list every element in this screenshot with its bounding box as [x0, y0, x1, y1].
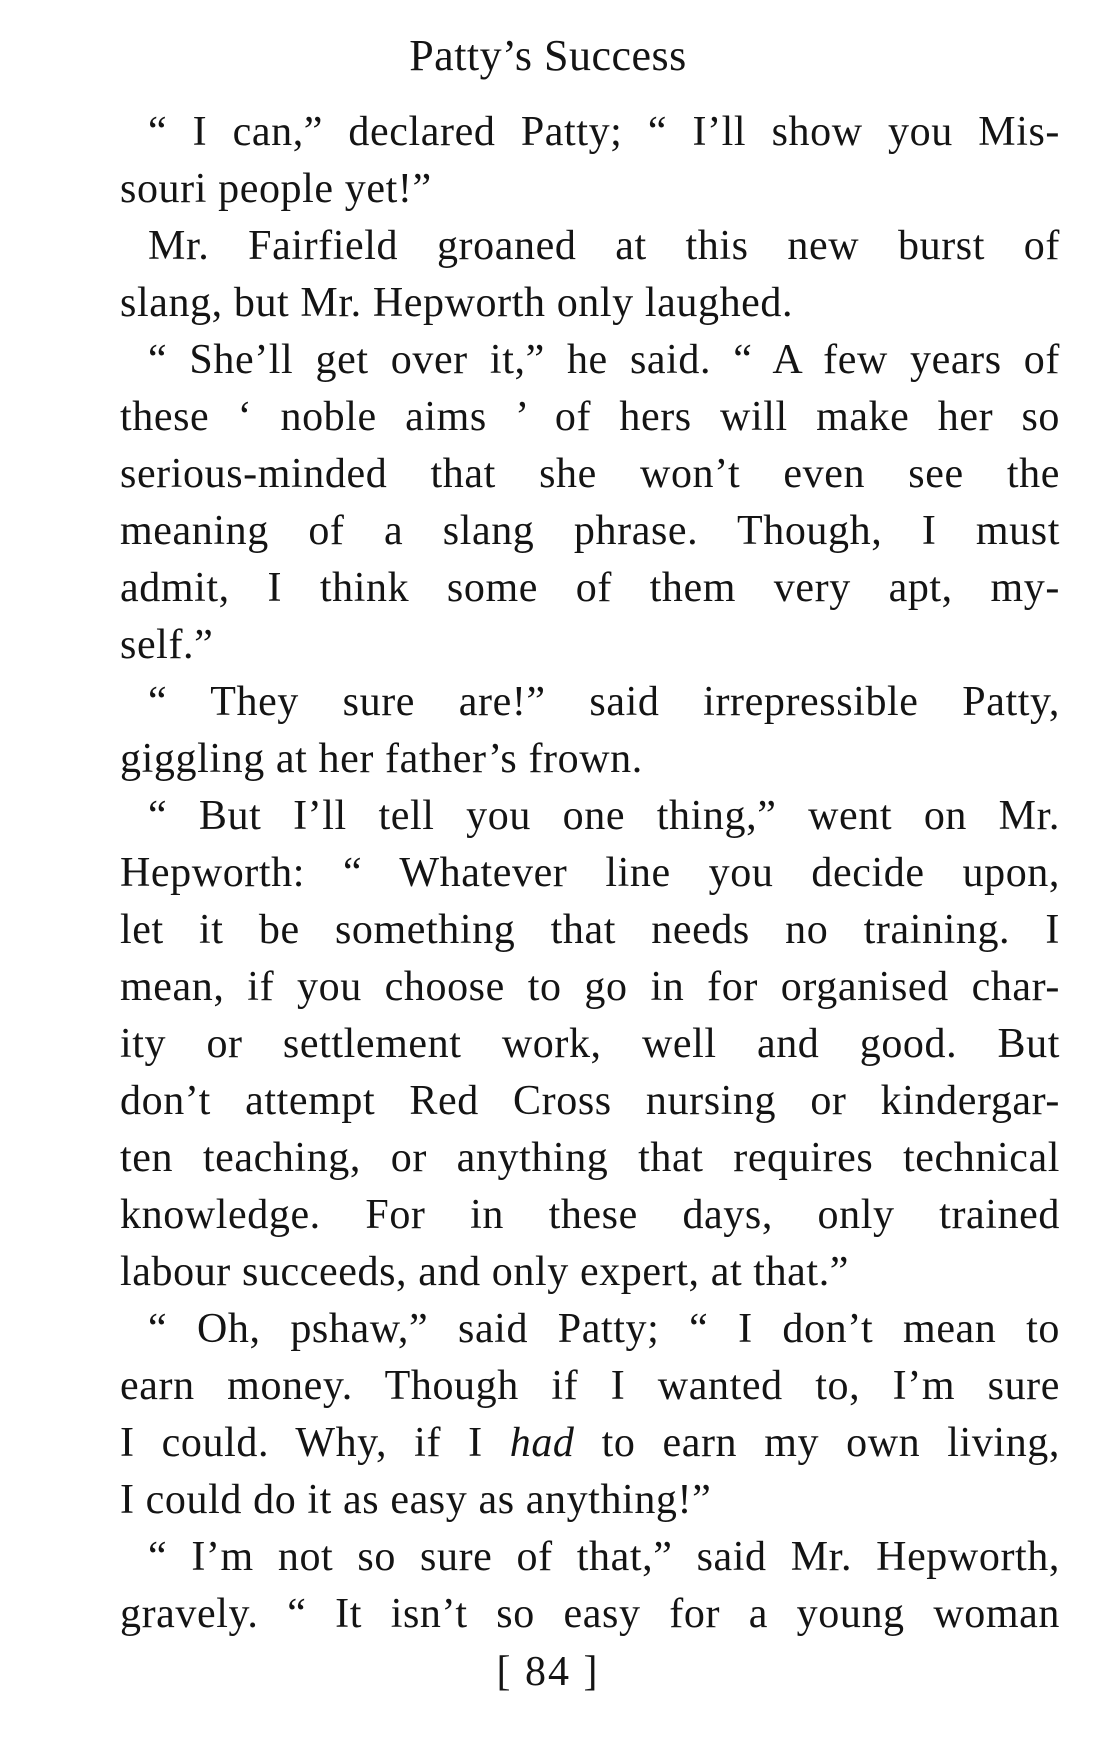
- text-line: “ I can,” declared Patty; “ I’ll show you Mis-: [148, 109, 1060, 155]
- text-line: souri people yet!”: [120, 166, 432, 212]
- text-line: “ She’ll get over it,” he said. “ A few years of: [148, 337, 1060, 383]
- text-line: Mr. Fairfield groaned at this new burst of: [148, 223, 1060, 269]
- text-line: let it be something that needs no training. I: [120, 907, 1060, 953]
- text-line: knowledge. For in these days, only trained: [120, 1192, 1060, 1238]
- text-line: mean, if you choose to go in for organised char-: [120, 964, 1060, 1010]
- text-line: “ But I’ll tell you one thing,” went on Mr.: [148, 793, 1060, 839]
- text-line: admit, I think some of them very apt, my-: [120, 565, 1060, 611]
- text-line: don’t attempt Red Cross nursing or kindergar-: [120, 1078, 1060, 1124]
- text-line: self.”: [120, 622, 214, 668]
- text-line: “ They sure are!” said irrepressible Patty,: [148, 679, 1060, 725]
- text-line: meaning of a slang phrase. Though, I must: [120, 508, 1060, 554]
- text-line: ten teaching, or anything that requires technical: [120, 1135, 1060, 1181]
- text-line: these ‘ noble aims ’ of hers will make her so: [120, 394, 1060, 440]
- text-line: “ Oh, pshaw,” said Patty; “ I don’t mean to: [148, 1306, 1060, 1352]
- text-line: “ I’m not so sure of that,” said Mr. Hepworth,: [148, 1534, 1060, 1580]
- text-line: ity or settlement work, well and good. But: [120, 1021, 1060, 1067]
- text-line: Hepworth: “ Whatever line you decide upon,: [120, 850, 1060, 896]
- text-line: giggling at her father’s frown.: [120, 736, 643, 782]
- running-head: Patty’s Success: [409, 31, 687, 80]
- body-text: [120, 104, 1060, 1643]
- page-number: [ 84 ]: [496, 1649, 600, 1695]
- text-line: earn money. Though if I wanted to, I’m sure: [120, 1363, 1060, 1409]
- text-line: I could do it as easy as anything!”: [120, 1477, 712, 1523]
- text-line: serious-minded that she won’t even see the: [120, 451, 1060, 497]
- text-line: slang, but Mr. Hepworth only laughed.: [120, 280, 794, 326]
- text-line: I could. Why, if I had to earn my own living,: [120, 1420, 1060, 1466]
- text-line: labour succeeds, and only expert, at that.”: [120, 1249, 850, 1295]
- emphasis: had: [509, 1420, 575, 1466]
- text-line: gravely. “ It isn’t so easy for a young woman: [120, 1591, 1060, 1637]
